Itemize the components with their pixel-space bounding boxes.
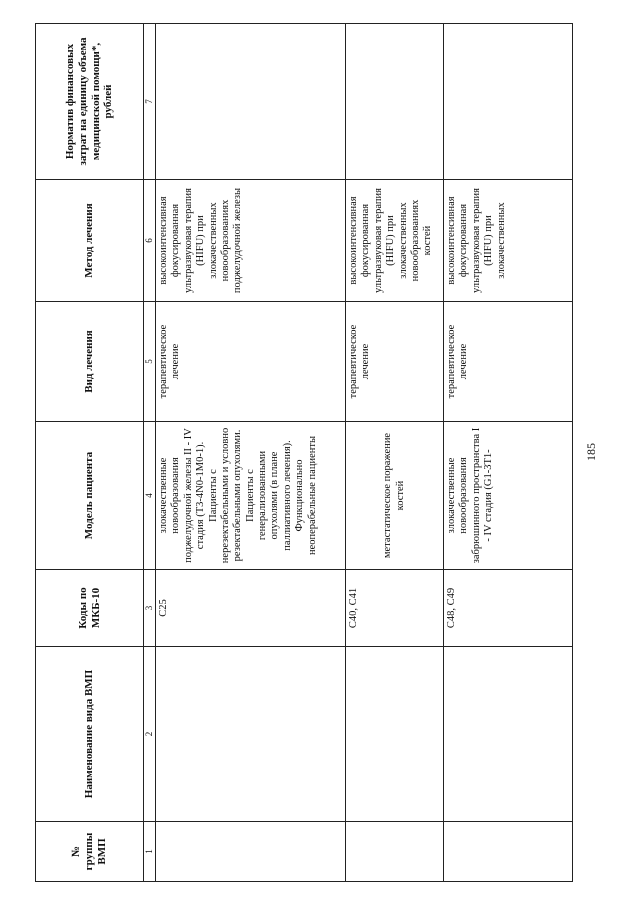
table-row	[346, 24, 444, 882]
treatment-type-cell: терапевтическое лечение	[346, 302, 444, 422]
group-cell	[444, 822, 573, 882]
treatment-method-cell: высокоинтенсивная фокусированная ультразвуковая терапия (HIFU) при злокачественных новообразованиях поджелудочной железы	[156, 180, 346, 302]
vmp-table	[35, 23, 573, 882]
group-cell	[346, 822, 444, 882]
table-row	[156, 24, 346, 882]
column-number: 1	[144, 822, 156, 882]
icd-codes-cell: C48, C49	[444, 570, 573, 647]
page-number: 185	[584, 443, 598, 461]
patient-model-cell: злокачественные новообразования забрюшинного пространства I - IV стадия (G1-3T1-	[444, 422, 573, 570]
table-row	[444, 24, 573, 882]
cost-cell	[156, 24, 346, 180]
column-number: 2	[144, 647, 156, 822]
cost-cell	[346, 24, 444, 180]
vmp-name-cell	[156, 647, 346, 822]
header-cost-standard: Норматив финансовых затрат на единицу объема медицинской помощи*, рублей	[36, 24, 144, 180]
header-icd-codes: Коды по МКБ-10	[36, 570, 144, 647]
treatment-type-cell: терапевтическое лечение	[156, 302, 346, 422]
column-number: 7	[144, 24, 156, 180]
header-patient-model: Модель пациента	[36, 422, 144, 570]
column-number: 6	[144, 180, 156, 302]
table-header-row	[36, 24, 144, 882]
icd-codes-cell: C25	[156, 570, 346, 647]
cost-cell	[444, 24, 573, 180]
treatment-method-cell: высокоинтенсивная фокусированная ультразвуковая терапия (HIFU) при злокачественных	[444, 180, 573, 302]
column-number: 3	[144, 570, 156, 647]
treatment-method-cell: высокоинтенсивная фокусированная ультразвуковая терапия (HIFU) при злокачественных новообразованиях костей	[346, 180, 444, 302]
column-number-row	[144, 24, 156, 882]
icd-codes-cell: C40, C41	[346, 570, 444, 647]
vmp-name-cell	[444, 647, 573, 822]
header-treatment-type: Вид лечения	[36, 302, 144, 422]
header-treatment-method: Метод лечения	[36, 180, 144, 302]
patient-model-cell: метастатическое поражение костей	[346, 422, 444, 570]
header-group-number: № группы ВМП	[36, 822, 144, 882]
vmp-name-cell	[346, 647, 444, 822]
header-vmp-name: Наименование вида ВМП	[36, 647, 144, 822]
column-number: 5	[144, 302, 156, 422]
column-number: 4	[144, 422, 156, 570]
group-cell	[156, 822, 346, 882]
treatment-type-cell: терапевтическое лечение	[444, 302, 573, 422]
patient-model-cell: злокачественные новообразования поджелудочной железы II - IV стадия (T3-4N0-1M0-1). Пациенты с нерезектабельными и условно резектабельными опухолями. Пациенты с генерализованными опухолями (в плане паллиативного лечения). Функционально неоперабельные пациенты	[156, 422, 346, 570]
